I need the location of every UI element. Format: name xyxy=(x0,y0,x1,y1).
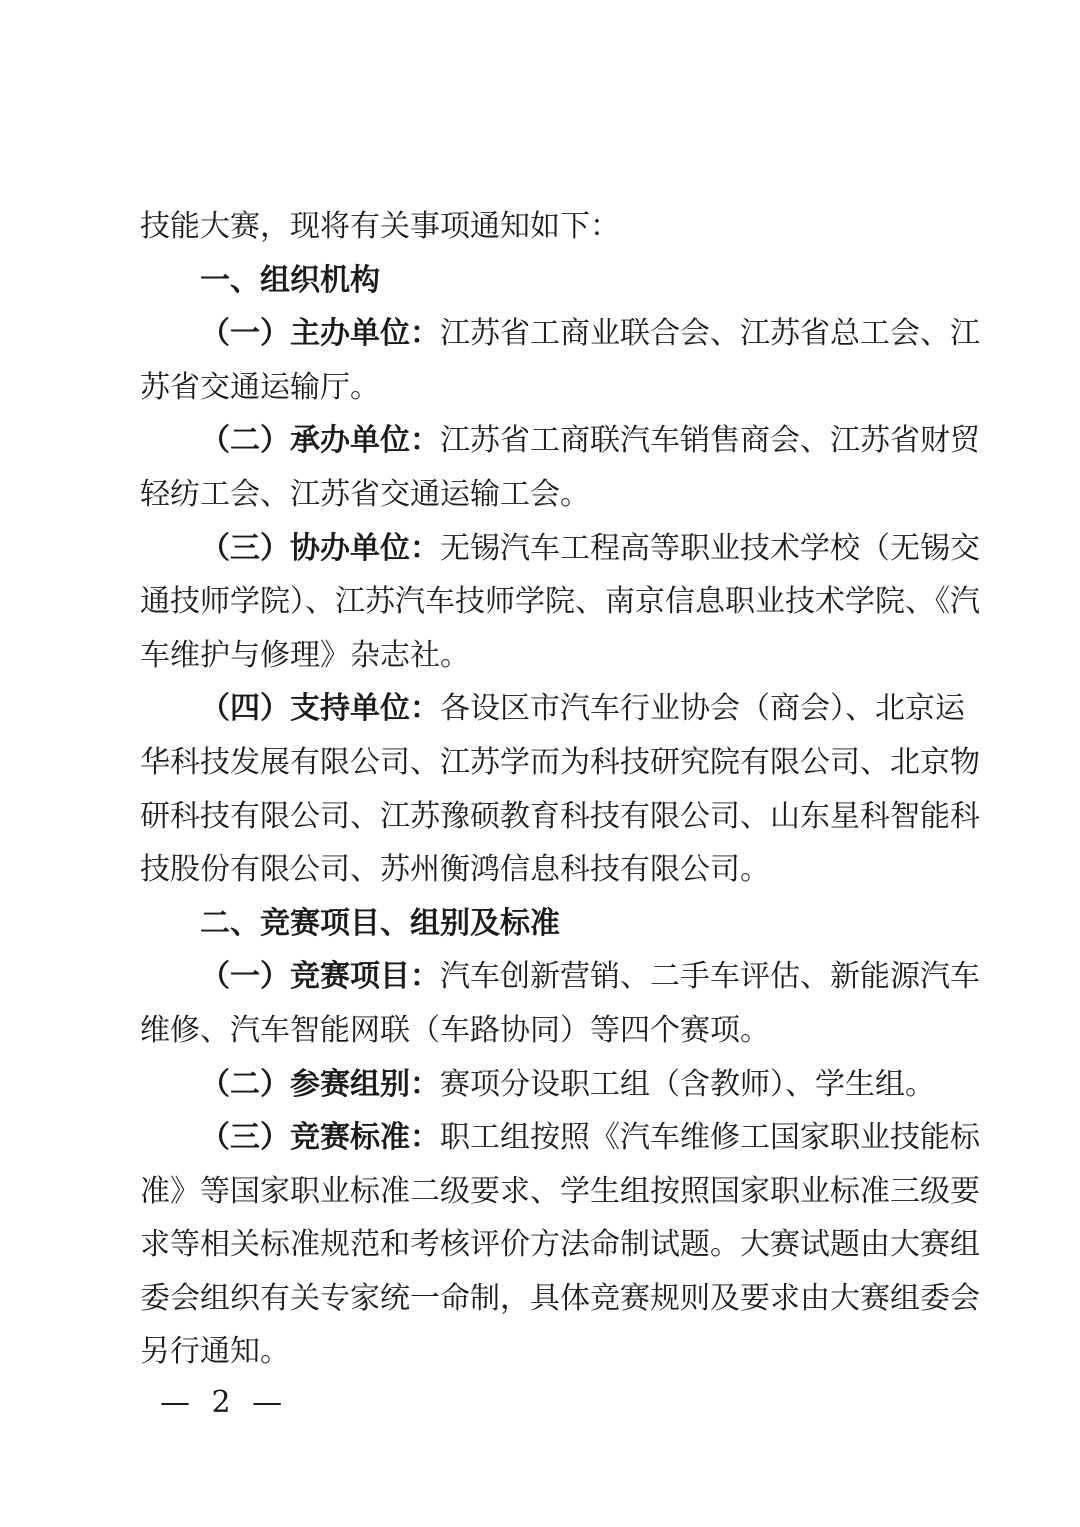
line-text: 委会组织有关专家统一命制，具体竞赛规则及要求由大赛组委会 xyxy=(140,1280,980,1316)
line-text: 技股份有限公司、苏州衡鸿信息科技有限公司。 xyxy=(140,852,770,888)
paragraph-line xyxy=(140,1218,980,1272)
line-text: 研科技有限公司、江苏豫硕教育科技有限公司、山东星科智能科 xyxy=(140,798,980,834)
paragraph-line xyxy=(140,1111,980,1165)
line-text: 另行通知。 xyxy=(140,1334,290,1370)
item-lead: （二）参赛组别： xyxy=(200,1066,440,1102)
line-text: 车维护与修理》杂志社。 xyxy=(140,637,470,673)
line-text: 无锡汽车工程高等职业技术学校（无锡交 xyxy=(440,530,980,566)
line-text: 准》等国家职业标准二级要求、学生组按照国家职业标准三级要 xyxy=(140,1173,980,1209)
line-text: 赛项分设职工组（含教师）、学生组。 xyxy=(440,1066,935,1102)
section-heading xyxy=(140,254,940,308)
item-lead: （三）竞赛标准： xyxy=(200,1120,440,1156)
item-lead: （一）主办单位： xyxy=(200,316,440,352)
paragraph-line xyxy=(140,200,940,254)
line-text: 技能大赛，现将有关事项通知如下： xyxy=(140,209,620,244)
item-lead: （三）协办单位： xyxy=(200,530,440,566)
paragraph-line xyxy=(140,950,980,1004)
item-lead: （四）支持单位： xyxy=(200,691,440,727)
paragraph-line xyxy=(140,1325,940,1379)
line-text: 职工组按照《汽车维修工国家职业技能标 xyxy=(440,1120,980,1156)
line-text: 苏省交通运输厅。 xyxy=(140,369,380,405)
line-text: 江苏省工商联汽车销售商会、江苏省财贸 xyxy=(440,423,980,459)
line-text: 华科技发展有限公司、江苏学而为科技研究院有限公司、北京物 xyxy=(140,744,980,780)
line-text: 求等相关标准规范和考核评价方法命制试题。大赛试题由大赛组 xyxy=(140,1227,980,1263)
line-text: 各设区市汽车行业协会（商会）、北京运 xyxy=(440,691,965,727)
paragraph-line xyxy=(140,682,965,736)
paragraph-line xyxy=(140,1004,940,1058)
paragraph-line xyxy=(140,629,940,683)
item-lead: （二）承办单位： xyxy=(200,423,440,459)
section-heading xyxy=(140,897,940,951)
paragraph-line xyxy=(140,575,980,629)
line-text: 通技师学院）、江苏汽车技师学院、南京信息职业技术学院、《汽 xyxy=(140,584,980,620)
line-text: 轻纺工会、江苏省交通运输工会。 xyxy=(140,476,590,512)
line-text: 江苏省工商业联合会、江苏省总工会、江 xyxy=(440,316,980,352)
paragraph-line xyxy=(140,468,940,522)
line-text: 汽车创新营销、二手车评估、新能源汽车 xyxy=(440,959,980,995)
line-text: 维修、汽车智能网联（车路协同）等四个赛项。 xyxy=(140,1012,770,1048)
item-lead: （一）竞赛项目： xyxy=(200,959,440,995)
line-text: 一、组织机构 xyxy=(200,262,380,298)
paragraph-line xyxy=(140,307,980,361)
paragraph-line xyxy=(140,1272,980,1326)
paragraph-line xyxy=(140,736,980,790)
paragraph-line xyxy=(140,843,940,897)
paragraph-line xyxy=(140,1165,980,1219)
line-text: 二、竞赛项目、组别及标准 xyxy=(200,905,560,941)
page-number: — 2 — xyxy=(160,1385,289,1420)
paragraph-line xyxy=(140,414,980,468)
paragraph-line xyxy=(140,522,980,576)
paragraph-line xyxy=(140,1058,940,1112)
paragraph-line xyxy=(140,790,980,844)
paragraph-line xyxy=(140,361,940,415)
document-body xyxy=(140,200,980,1379)
